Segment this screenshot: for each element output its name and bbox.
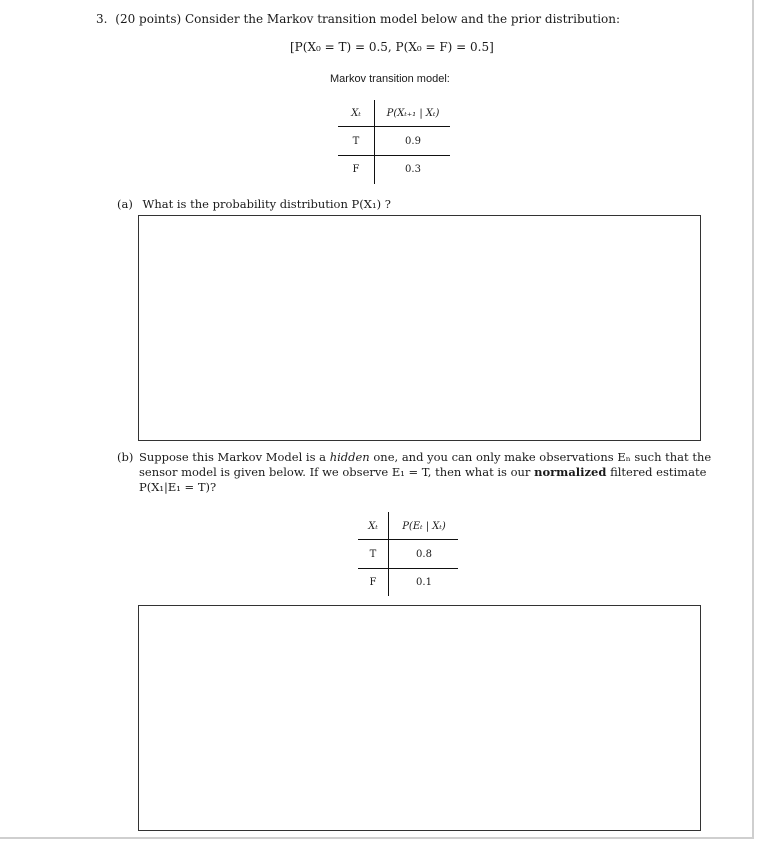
sensor-table-vline — [388, 512, 389, 596]
part-b-text-4: filtered estimate — [610, 465, 707, 479]
sensor-col1-header: Xₜ — [368, 521, 378, 532]
question-number: 3. — [96, 12, 108, 26]
part-b-text-1: Suppose this Markov Model is a — [139, 450, 327, 464]
transition-table-hline — [338, 126, 450, 127]
question-text: (20 points) Consider the Markov transition model below and the prior distribution: — [115, 12, 621, 26]
part-b-text-3: sensor model is given below. If we observe E₁ = T, then what is our — [139, 465, 531, 479]
transition-col2-header: P(Xₜ₊₁ | Xₜ) — [386, 108, 440, 119]
part-b-normalized-bold: normalized — [534, 465, 607, 479]
transition-row-value: 0.9 — [405, 136, 421, 147]
answer-box-b[interactable] — [138, 605, 701, 831]
part-a-text: What is the probability distribution P(X₁) ? — [142, 197, 391, 211]
transition-table — [338, 100, 450, 184]
part-b-text-2: one, and you can only make observations Eₙ such that the — [373, 450, 712, 464]
sensor-table-hline — [358, 539, 458, 540]
sensor-row-value: 0.8 — [416, 549, 432, 560]
part-b-text-5: P(X₁|E₁ = T)? — [139, 480, 217, 494]
part-b-label: (b) — [117, 450, 134, 464]
sensor-row-state: T — [369, 549, 377, 560]
sensor-table — [358, 512, 458, 596]
sensor-row-value: 0.1 — [416, 577, 432, 588]
part-b-question — [139, 450, 712, 495]
sensor-col2-header: P(Eₜ | Xₜ) — [402, 521, 446, 532]
prior-distribution: [P(X₀ = T) = 0.5, P(X₀ = F) = 0.5] — [290, 40, 494, 54]
question-header — [96, 12, 620, 26]
transition-table-vline — [374, 100, 375, 184]
part-a-label: (a) — [117, 197, 133, 211]
sensor-table-hline — [358, 568, 458, 569]
transition-row-state: F — [352, 164, 360, 175]
sensor-row-state: F — [369, 577, 377, 588]
transition-table-title: Markov transition model: — [330, 73, 450, 85]
transition-col1-header: Xₜ — [351, 108, 361, 119]
transition-table-hline — [338, 155, 450, 156]
part-a — [117, 197, 391, 212]
answer-box-a[interactable] — [138, 215, 701, 441]
transition-row-state: T — [352, 136, 360, 147]
transition-row-value: 0.3 — [405, 164, 421, 175]
part-b-hidden-emphasis: hidden — [329, 450, 370, 464]
